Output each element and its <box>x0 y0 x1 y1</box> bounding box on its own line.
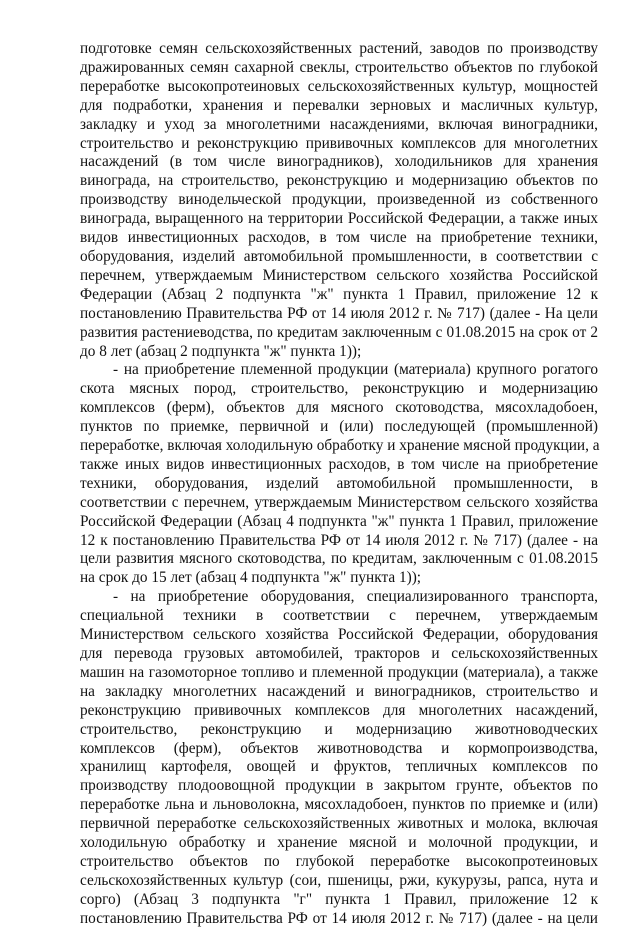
text-line: до 8 лет (абзац 2 подпункта "ж" пункта 1)); <box>80 342 362 360</box>
text-line: специальной техники в соответствии с перечнем, утверждаемым <box>80 607 598 625</box>
document-body <box>80 40 598 929</box>
text-line: цели развития мясного скотоводства, по кредитам, заключенным с 01.08.2015 <box>80 550 598 568</box>
text-line: строительство, реконструкцию и модернизацию животноводческих <box>80 720 598 738</box>
text-line: хранилищ картофеля, овощей и фруктов, тепличных комплексов по <box>80 758 598 776</box>
paragraph-meat-cattle <box>80 361 598 588</box>
text-line: перечнем, утверждаемым Министерством сельского хозяйства Российской <box>80 266 598 284</box>
text-line: производству винодельческой продукции, произведенной из собственного <box>80 191 598 209</box>
text-line: винограда, выращенного на территории Российской Федерации, а также иных <box>80 210 598 228</box>
text-line: Российской Федерации (Абзац 4 подпункта "ж" пункта 1 Правил, приложение <box>80 512 598 530</box>
text-line: также иных видов инвестиционных расходов, в том числе на приобретение <box>80 455 598 473</box>
text-line: переработке льна и льноволокна, мясохладобоен, пунктов по приемке и (или) <box>80 796 598 814</box>
text-line: сорго) (Абзац 3 подпункта "г" пункта 1 Правил, приложение 12 к <box>80 890 598 908</box>
text-line: видов инвестиционных расходов, в том числе на приобретение техники, <box>80 229 598 247</box>
paragraph-crop-production <box>80 40 598 361</box>
text-line: Министерством сельского хозяйства Российской Федерации, оборудования <box>80 626 598 644</box>
text-line: развития растениеводства, по кредитам заключенным с 01.08.2015 на срок от 2 <box>80 323 598 341</box>
text-line: производству плодоовощной продукции в закрытом грунте, объектов по <box>80 777 598 795</box>
text-line: скота мясных пород, строительство, реконструкцию и модернизацию <box>80 380 598 398</box>
text-line: 12 к постановлению Правительства РФ от 14 июля 2012 г. № 717) (далее - на <box>80 531 598 549</box>
text-line: подготовке семян сельскохозяйственных растений, заводов по производству <box>80 40 598 57</box>
text-line: комплексов (ферм), объектов для мясного скотоводства, мясохладобоен, <box>80 399 598 417</box>
text-line: постановлению Правительства РФ от 14 июля 2012 г. № 717) (далее - На цели <box>80 304 598 322</box>
text-line: реконструкцию прививочных комплексов для многолетних насаждений, <box>80 701 598 719</box>
text-line: - на приобретение племенной продукции (материала) крупного рогатого <box>113 361 598 379</box>
text-line: оборудования, изделий автомобильной промышленности, в соответствии с <box>80 247 598 265</box>
text-line: насаждений (в том числе виноградников), холодильников для хранения <box>80 153 598 171</box>
text-line: - на приобретение оборудования, специализированного транспорта, <box>113 588 598 606</box>
text-line: холодильную обработку и хранение мясной и молочной продукции, и <box>80 834 598 852</box>
text-line: первичной переработке сельскохозяйственных животных и молока, включая <box>80 815 598 833</box>
text-line: строительство объектов по глубокой переработке высокопротеиновых <box>80 852 598 870</box>
text-line: техники, оборудования, изделий автомобильной промышленности, в <box>80 474 598 492</box>
text-line: соответствии с перечнем, утверждаемым Министерством сельского хозяйства <box>80 493 598 511</box>
text-line: строительство и реконструкцию прививочных комплексов для многолетних <box>80 134 598 152</box>
text-line: на закладку многолетних насаждений и виноградников, строительство и <box>80 682 598 700</box>
text-line: переработке высокопротеиновых сельскохозяйственных культур, мощностей <box>80 77 598 95</box>
text-line: для перевода грузовых автомобилей, тракторов и сельскохозяйственных <box>80 645 598 662</box>
text-line: сельскохозяйственных культур (сои, пшеницы, ржи, кукурузы, рапса, нута и <box>80 871 598 889</box>
text-line: дражированных семян сахарной свеклы, строительство объектов по глубокой <box>80 58 598 76</box>
text-line: винограда, на строительство, реконструкцию и модернизацию объектов по <box>80 172 598 190</box>
text-line: Федерации (Абзац 2 подпункта "ж" пункта 1 Правил, приложение 12 к <box>80 285 598 303</box>
text-line: постановлению Правительства РФ от 14 июля 2012 г. № 717) (далее - на цели <box>80 909 598 927</box>
text-line: пунктов по приемке, первичной и (или) последующей (промышленной) <box>80 418 598 436</box>
text-line: комплексов (ферм), объектов животноводства и кормопроизводства, <box>80 739 598 757</box>
text-line: закладку и уход за многолетними насаждениями, включая виноградники, <box>80 115 598 133</box>
text-line: на срок до 15 лет (абзац 4 подпункта "ж" пункта 1)); <box>80 569 422 587</box>
paragraph-equipment-purchase <box>80 588 598 928</box>
text-line: для подработки, хранения и перевалки зерновых и масличных культур, <box>80 96 598 114</box>
text-line: переработке, включая холодильную обработку и хранение мясной продукции, а <box>80 437 600 455</box>
text-line: машин на газомоторное топливо и племенной продукции (материала), а также <box>80 663 598 681</box>
